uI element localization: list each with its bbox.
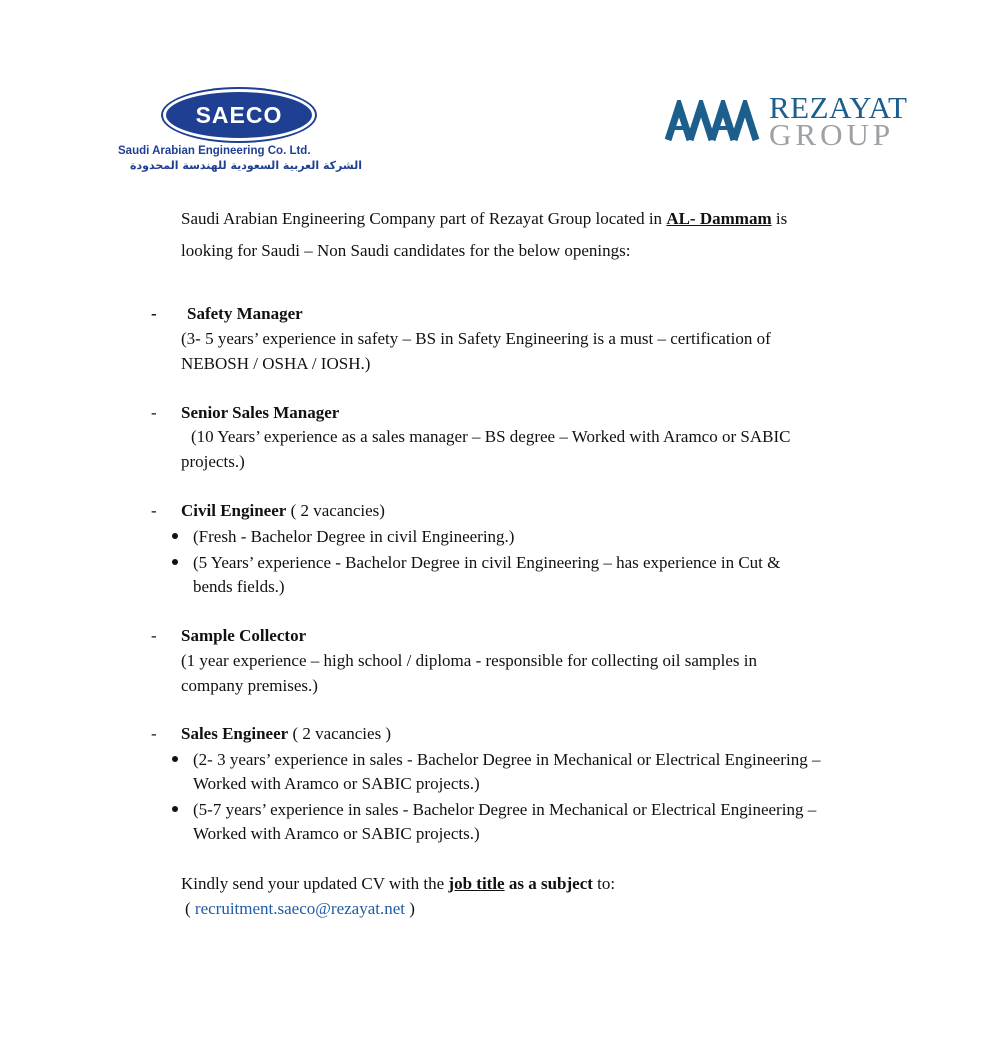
list-dash: - [151,626,157,645]
rezayat-logo [665,92,925,152]
closing-text-tail: to: [592,874,616,893]
rezayat-triangles-icon [665,100,761,142]
list-dash: - [151,501,157,520]
intro-text-tail: is [771,209,788,228]
bullet-text: (Fresh - Bachelor Degree in civil Engineering.) [193,527,515,546]
rezayat-wordmark: REZAYAT [769,90,908,125]
opening-detail: (3- 5 years’ experience in safety – BS in Safety Engineering is a must – certification of [181,329,771,348]
opening-title-sales-engineer: Sales Engineer [181,724,289,743]
opening-title-sample-collector: Sample Collector [181,626,307,645]
opening-heading-civil-engineer [181,498,385,523]
open-paren: ( [185,899,195,918]
bullet-text: (5 Years’ experience - Bachelor Degree in civil Engineering – has experience in Cut & [193,553,781,572]
location: AL- Dammam [666,209,772,228]
list-dash: - [151,724,157,743]
opening-title-civil-engineer: Civil Engineer [181,501,287,520]
saeco-name-arabic: الشركة العربية السعودية للهندسة المحدودة [130,159,362,172]
intro-line-1 [181,206,787,231]
email-link[interactable]: recruitment.saeco@rezayat.net [194,899,406,918]
bullet-text: Worked with Aramco or SABIC projects.) [193,774,480,793]
intro-line-2: looking for Saudi – Non Saudi candidates for the below openings: [181,241,631,260]
closing-instruction [181,871,615,896]
list-dash: - [151,403,157,422]
list-dash: - [151,304,157,323]
job-title-emphasis: job title [448,874,505,893]
opening-title-safety-manager: Safety Manager [187,304,303,323]
bullet-icon [172,559,178,565]
bullet-text: (2- 3 years’ experience in sales - Bachelor Degree in Mechanical or Electrical Engineering – [193,750,821,769]
email-line [185,896,415,921]
bullet-icon [172,806,178,812]
as-subject-emphasis: as a subject [504,874,593,893]
rezayat-group-wordmark: GROUP [769,117,895,152]
bullet-text: Worked with Aramco or SABIC projects.) [193,824,480,843]
vacancies-note: ( 2 vacancies ) [288,724,392,743]
saeco-wordmark: SAECO [195,102,283,128]
vacancies-note: ( 2 vacancies) [286,501,385,520]
opening-detail: company premises.) [181,676,318,695]
closing-text: Kindly send your updated CV with the [181,874,449,893]
saeco-name-english: Saudi Arabian Engineering Co. Ltd. [118,145,311,157]
opening-detail: (10 Years’ experience as a sales manager – BS degree – Worked with Aramco or SABIC [191,427,791,446]
intro-text: Saudi Arabian Engineering Company part of Rezayat Group located in [181,209,667,228]
saeco-logo [118,88,368,178]
opening-heading-sales-engineer [181,721,391,746]
bullet-text: (5-7 years’ experience in sales - Bachelor Degree in Mechanical or Electrical Engineering – [193,800,817,819]
bullet-text: bends fields.) [193,577,285,596]
bullet-icon [172,533,178,539]
bullet-icon [172,756,178,762]
opening-detail: projects.) [181,452,245,471]
opening-detail: (1 year experience – high school / diploma - responsible for collecting oil samples in [181,651,757,670]
opening-title-senior-sales-manager: Senior Sales Manager [181,403,340,422]
opening-detail: NEBOSH / OSHA / IOSH.) [181,354,371,373]
close-paren: ) [405,899,415,918]
